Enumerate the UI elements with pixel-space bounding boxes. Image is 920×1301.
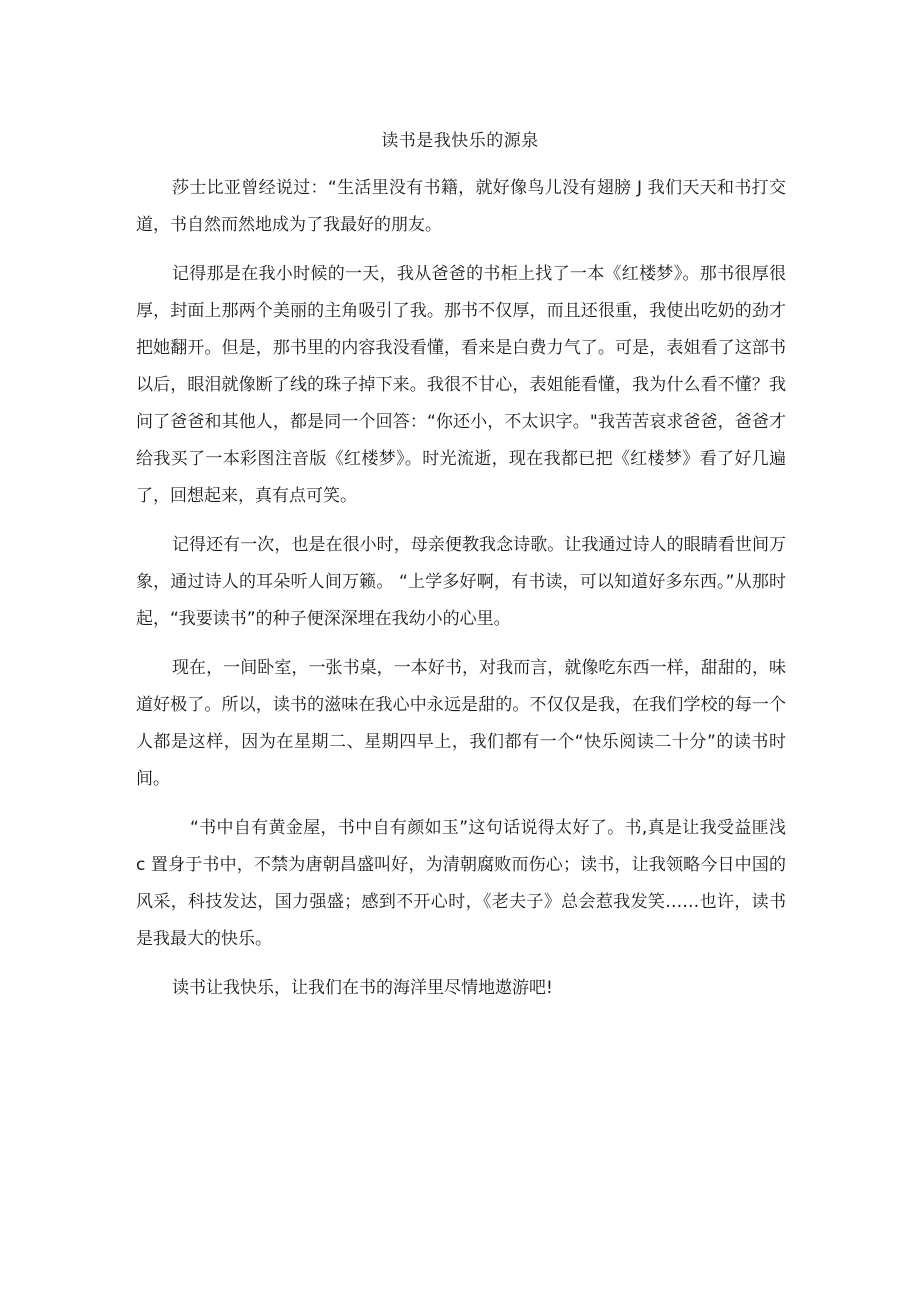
- document-body: [136, 170, 786, 1007]
- paragraph-6: 读书让我快乐，让我们在书的海洋里尽情地遨游吧!: [172, 978, 553, 998]
- document-title: 读书是我快乐的源泉: [381, 131, 539, 151]
- paragraph-5: “书中自有黄金屋，书中自有颜如玉”这句话说得太好了。书,真是让我受益匪浅 c 置身于书中，不禁为唐朝昌盛叫好，为清朝腐败而伤心；读书，让我领略今日中国的风采，科技发达，国力强盛；感到不开心时，《老夫子》总会惹我发笑……也许，读书是我最大的快乐。: [136, 818, 786, 949]
- paragraph-3: 记得还有一次，也是在很小时，母亲便教我念诗歌。让我通过诗人的眼睛看世间万象，通过诗人的耳朵听人间万籁。 “上学多好啊，有书读，可以知道好多东西。”从那时起，“我要读书”的种子便深深埋在我幼小的心里。: [136, 535, 786, 629]
- paragraph-1: 莎士比亚曾经说过：“生活里没有书籍，就好像鸟儿没有翅膀 J 我们天天和书打交道，书自然而然地成为了我最好的朋友。: [136, 178, 786, 235]
- paragraph-4: 现在，一间卧室，一张书桌，一本好书，对我而言，就像吃东西一样，甜甜的，味道好极了。所以，读书的滋味在我心中永远是甜的。不仅仅是我，在我们学校的每一个人都是这样，因为在星期二、星期四早上，我们都有一个“快乐阅读二十分”的读书时间。: [136, 658, 786, 789]
- paragraph-2: 记得那是在我小时候的一天，我从爸爸的书柜上找了一本《红楼梦》。那书很厚很厚，封面上那两个美丽的主角吸引了我。那书不仅厚，而且还很重，我使出吃奶的劲才把她翻开。但是，那书里的内容我没看懂，看来是白费力气了。可是，表姐看了这部书以后，眼泪就像断了线的珠子掉下来。我很不甘心，表姐能看懂，我为什么看不懂？我问了爸爸和其他人，都是同一个回答：“你还小，不太识字。"我苦苦哀求爸爸，爸爸才给我买了一本彩图注音版《红楼梦》。时光流逝，现在我都已把《红楼梦》看了好几遍了，回想起来，真有点可笑。: [136, 264, 786, 506]
